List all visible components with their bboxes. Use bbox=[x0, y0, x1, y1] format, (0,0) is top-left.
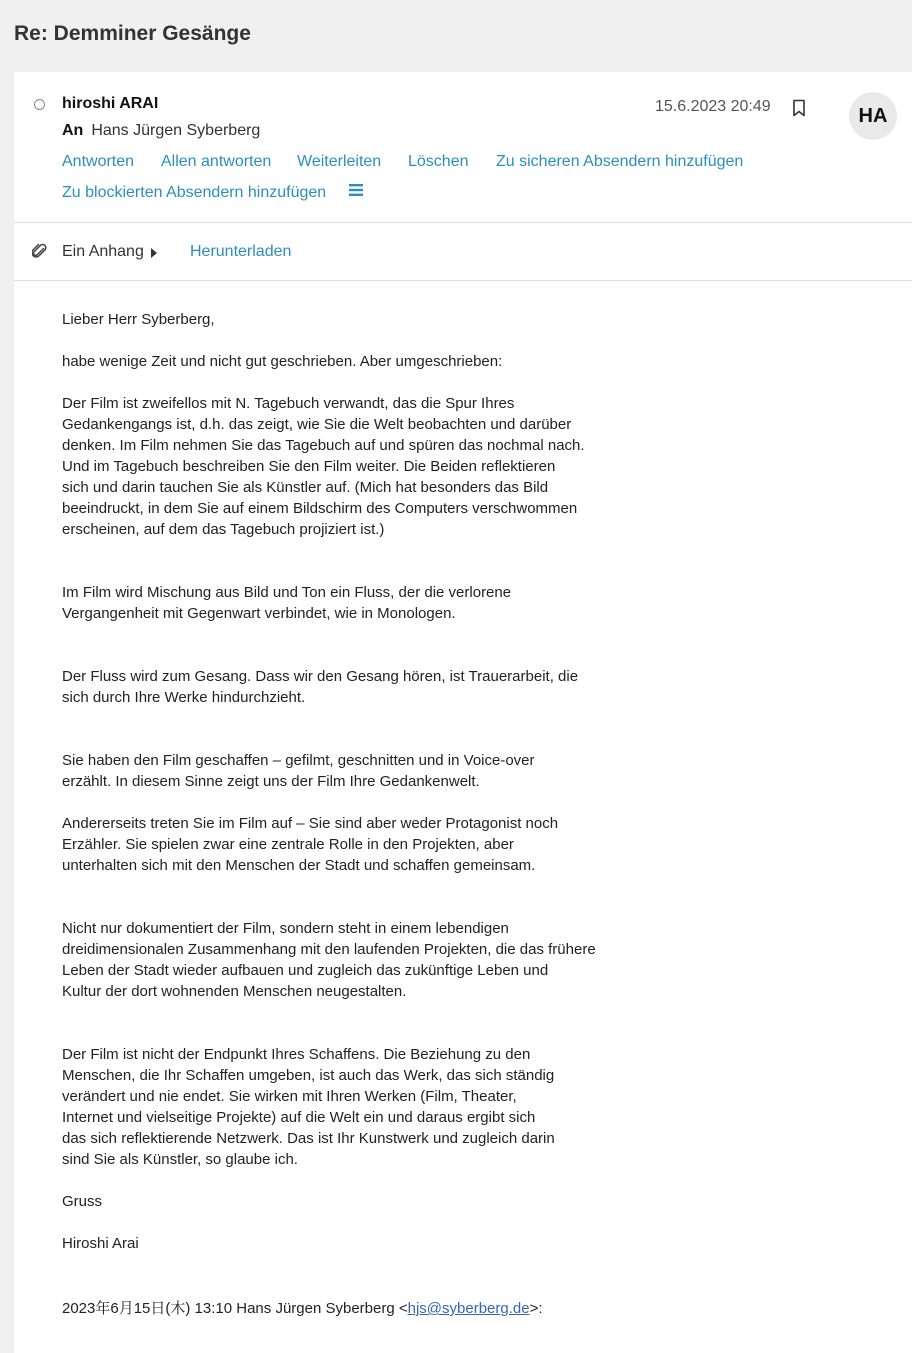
quote-prefix: 2023年6月15日(木) 13:10 Hans Jürgen Syberberg < bbox=[62, 1300, 408, 1317]
attachment-bar bbox=[14, 223, 912, 281]
to-label: An bbox=[62, 122, 84, 139]
body-paragraph: Im Film wird Mischung aus Bild und Ton ein Fluss, der die verlorene Vergangenheit mit Gegenwart verbindet, wie in Monologen. bbox=[62, 584, 512, 622]
message-header bbox=[14, 72, 912, 223]
recipient-name[interactable]: Hans Jürgen Syberberg bbox=[91, 122, 261, 139]
body-paragraph: Der Film ist zweifellos mit N. Tagebuch verwandt, das die Spur Ihres Gedankengangs ist, d.h. das zeigt, wie Sie die Welt beobachten und darüber denken. Im Film nehmen Sie das Tagebuch auf und spüren das nochmal nach. Und im Tagebuch beschreiben Sie den Film weiter. Die Beiden reflektieren sich und darin tauchen Sie als Künstler auf. (Mich hat besonders das Bild beeindruckt, in dem Sie auf einem Bildschirm des Computers verschwommen erscheinen, auf dem das Tagebuch projiziert ist.) bbox=[62, 395, 585, 538]
add-blocked-sender-button[interactable]: Zu blockierten Absendern hinzufügen bbox=[62, 184, 327, 201]
hamburger-menu-icon[interactable] bbox=[349, 183, 363, 197]
body-paragraph: Der Fluss wird zum Gesang. Dass wir den Gesang hören, ist Trauerarbeit, die sich durch Ihre Werke hindurchzieht. bbox=[62, 668, 579, 706]
body-paragraph: Der Film ist nicht der Endpunkt Ihres Schaffens. Die Beziehung zu den Menschen, die Ihr Schaffen umgeben, ist auch das Werk, das sich ständig verändert und nie endet. Sie wirken mit Ihren Werken (Film, Theater, Internet und vielseitige Projekte) auf die Welt ein und daraus ergibt sich das sich reflektierende Netzwerk. Das ist Ihr Kunstwerk und zugleich darin sind Sie als Künstler, so glaube ich. bbox=[62, 1046, 555, 1168]
body-paragraph: Lieber Herr Syberberg, bbox=[62, 311, 215, 328]
body-paragraph: habe wenige Zeit und nicht gut geschrieben. Aber umgeschrieben: bbox=[62, 353, 503, 370]
attachment-count-label[interactable]: Ein Anhang bbox=[62, 243, 144, 260]
paperclip-icon bbox=[32, 242, 48, 260]
sender-name[interactable]: hiroshi ARAI bbox=[62, 95, 159, 112]
delete-button[interactable]: Löschen bbox=[408, 153, 469, 170]
body-paragraph: Sie haben den Film geschaffen – gefilmt, geschnitten und in Voice-over erzählt. In diesem Sinne zeigt uns der Film Ihre Gedankenwelt. bbox=[62, 752, 535, 790]
forward-button[interactable]: Weiterleiten bbox=[297, 153, 382, 170]
quoted-message-header bbox=[62, 1298, 543, 1319]
quoted-sender-email-link[interactable]: hjs@syberberg.de bbox=[407, 1300, 530, 1317]
body-paragraph: Andererseits treten Sie im Film auf – Sie sind aber weder Protagonist noch Erzähler. Sie spielen zwar eine zentrale Rolle in den Projekten, aber unterhalten sich mit den Menschen der Stadt und schaffen gemeinsam. bbox=[62, 815, 559, 874]
message-body bbox=[62, 309, 662, 1254]
read-status-circle-icon[interactable] bbox=[34, 99, 45, 110]
mail-card bbox=[14, 72, 912, 1353]
subject-bar bbox=[0, 0, 912, 72]
reply-button[interactable]: Antworten bbox=[62, 153, 135, 170]
message-date: 15.6.2023 20:49 bbox=[655, 98, 771, 115]
email-subject: Re: Demminer Gesänge bbox=[14, 22, 251, 45]
download-button[interactable]: Herunterladen bbox=[190, 243, 292, 260]
recipient-row bbox=[62, 122, 260, 140]
add-safe-sender-button[interactable]: Zu sicheren Absendern hinzufügen bbox=[496, 153, 744, 170]
reply-all-button[interactable]: Allen antworten bbox=[161, 153, 272, 170]
body-signature: Hiroshi Arai bbox=[62, 1235, 139, 1252]
bookmark-icon[interactable] bbox=[792, 99, 806, 117]
sender-avatar: HA bbox=[849, 92, 897, 140]
body-closing: Gruss bbox=[62, 1193, 103, 1210]
caret-right-icon[interactable] bbox=[151, 248, 157, 258]
quote-suffix: >: bbox=[529, 1300, 543, 1317]
body-paragraph: Nicht nur dokumentiert der Film, sondern steht in einem lebendigen dreidimensionalen Zusammenhang mit den laufenden Projekten, die das frühere Leben der Stadt wieder aufbauen und zugleich das zukünftige Leben und Kultur der dort wohnenden Menschen neugestalten. bbox=[62, 920, 596, 1000]
